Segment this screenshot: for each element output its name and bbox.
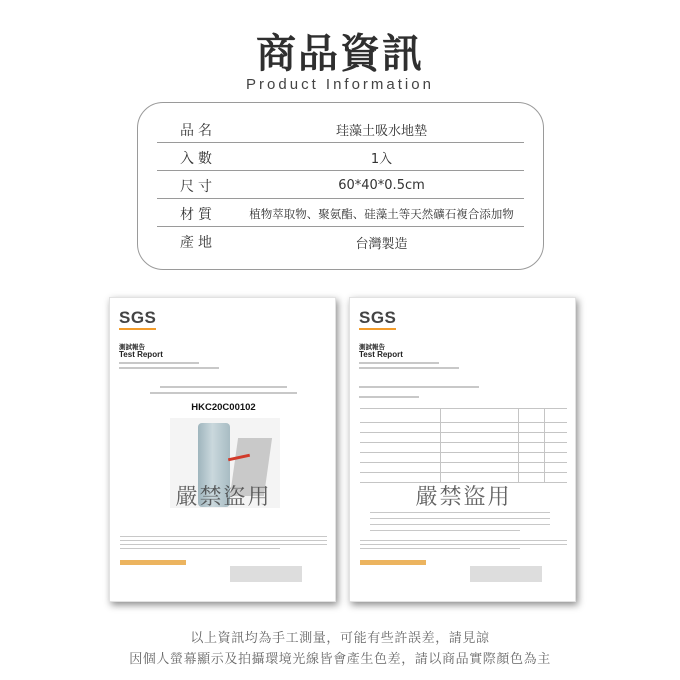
address-block bbox=[470, 566, 542, 582]
spec-label: 產地 bbox=[180, 235, 216, 251]
text-line bbox=[359, 386, 479, 388]
table-line bbox=[360, 442, 567, 443]
table-line bbox=[360, 452, 567, 453]
orange-stamp bbox=[360, 560, 426, 565]
text-line bbox=[370, 530, 520, 531]
text-line bbox=[120, 544, 327, 545]
disclaimer-color: 因個人螢幕顯示及拍攝環境光線皆會產生色差，請以商品實際顏色為主 bbox=[129, 652, 551, 667]
address-block bbox=[230, 566, 302, 582]
report-title-cn: 測試報告 bbox=[119, 343, 145, 351]
page-title: 商品資訊 bbox=[256, 31, 424, 77]
sample-code: HKC20C00102 bbox=[191, 402, 256, 413]
table-line bbox=[360, 462, 567, 463]
test-report-page-2 bbox=[349, 297, 576, 602]
text-line bbox=[359, 367, 459, 369]
spec-value: 60*40*0.5cm bbox=[338, 178, 425, 193]
table-line bbox=[544, 408, 545, 482]
spec-table bbox=[137, 102, 544, 270]
text-line bbox=[359, 396, 419, 398]
report-title-en: Test Report bbox=[359, 350, 403, 359]
table-line bbox=[360, 472, 567, 473]
report-title-en: Test Report bbox=[119, 350, 163, 359]
text-line bbox=[120, 536, 327, 537]
test-report-page-1 bbox=[109, 297, 336, 602]
orange-stamp bbox=[120, 560, 186, 565]
spec-value: 植物萃取物、聚氨酯、硅藻土等天然礦石複合添加物 bbox=[249, 206, 514, 221]
spec-label: 尺寸 bbox=[180, 178, 216, 195]
spec-value: 珪藻土吸水地墊 bbox=[335, 124, 427, 139]
table-line bbox=[360, 408, 567, 409]
spec-row-quantity bbox=[157, 145, 524, 171]
spec-label: 入數 bbox=[180, 150, 216, 167]
text-line bbox=[119, 367, 219, 369]
text-line bbox=[119, 362, 199, 364]
sgs-logo: SGS bbox=[119, 308, 157, 327]
report-title-cn: 測試報告 bbox=[359, 343, 385, 351]
text-line bbox=[360, 544, 567, 545]
disclaimer-measurement: 以上資訊均為手工測量，可能有些許誤差，請見諒 bbox=[190, 631, 490, 646]
text-line bbox=[360, 540, 567, 541]
spec-row-origin bbox=[157, 229, 524, 255]
spec-row-material bbox=[157, 201, 524, 227]
table-line bbox=[440, 408, 441, 482]
table-line bbox=[360, 432, 567, 433]
spec-row-size bbox=[157, 173, 524, 199]
table-line bbox=[360, 422, 567, 423]
text-line bbox=[120, 548, 280, 549]
watermark: 嚴禁盜用 bbox=[175, 485, 272, 510]
text-line bbox=[359, 362, 439, 364]
spec-value: 台灣製造 bbox=[355, 236, 408, 252]
page-subtitle: Product Information bbox=[246, 76, 434, 93]
spec-value: 1入 bbox=[370, 152, 393, 167]
watermark: 嚴禁盜用 bbox=[415, 485, 512, 510]
spec-label: 材質 bbox=[180, 206, 216, 223]
text-line bbox=[370, 524, 550, 525]
spec-row-name bbox=[157, 117, 524, 143]
text-line bbox=[120, 540, 327, 541]
text-line bbox=[370, 512, 550, 513]
sgs-logo: SGS bbox=[359, 308, 397, 327]
table-line bbox=[518, 408, 519, 482]
text-line bbox=[370, 518, 550, 519]
text-line bbox=[150, 392, 297, 394]
spec-label: 品名 bbox=[180, 122, 216, 139]
text-line bbox=[160, 386, 287, 388]
text-line bbox=[360, 548, 520, 549]
